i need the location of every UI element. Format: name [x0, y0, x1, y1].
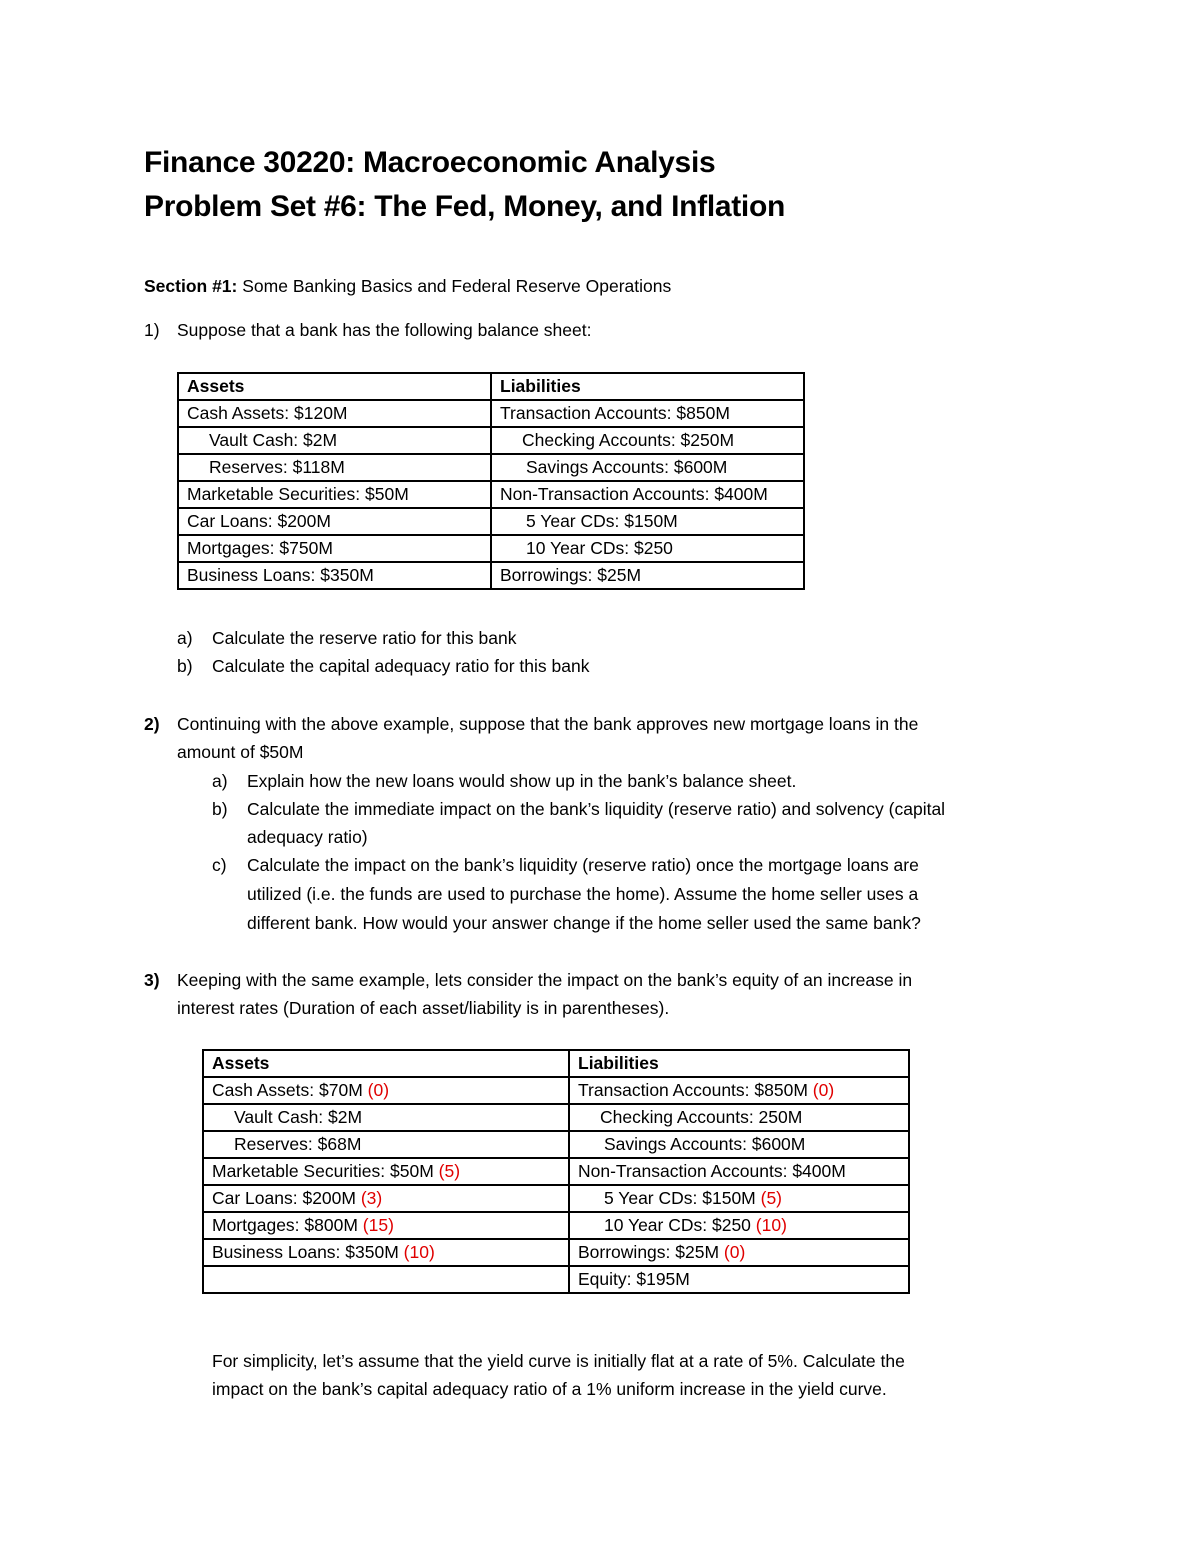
table-row — [203, 1239, 909, 1266]
table-cell: Non-Transaction Accounts: $400M — [491, 481, 804, 508]
table-cell — [203, 1104, 569, 1131]
q2-text-line2: amount of $50M — [177, 742, 304, 762]
problem-set-title: Problem Set #6: The Fed, Money, and Inflation — [144, 190, 786, 223]
table-cell-empty — [203, 1266, 569, 1293]
table-row — [203, 1158, 909, 1185]
q1a-label: a) — [177, 628, 193, 648]
cell-text: 10 Year CDs: $250 — [604, 1215, 756, 1235]
course-title: Finance 30220: Macroeconomic Analysis — [144, 146, 716, 179]
cell-text: Business Loans: $350M — [212, 1242, 404, 1262]
table-cell — [203, 1158, 569, 1185]
cell-text: Car Loans: $200M — [212, 1188, 361, 1208]
table-header-row — [178, 373, 804, 400]
table-cell — [569, 1185, 909, 1212]
cell-text: Borrowings: $25M — [578, 1242, 724, 1262]
table-cell: Savings Accounts: $600M — [491, 454, 804, 481]
cell-text: Mortgages: $800M — [212, 1215, 363, 1235]
table-cell: 5 Year CDs: $150M — [491, 508, 804, 535]
table-row — [203, 1185, 909, 1212]
table-row — [203, 1104, 909, 1131]
cell-text: Marketable Securities: $50M — [212, 1161, 439, 1181]
q3-text-line1: Keeping with the same example, lets consider the impact on the bank’s equity of an increase in — [177, 970, 913, 990]
cell-text: Checking Accounts: 250M — [600, 1107, 803, 1127]
balance-sheet-table-1 — [177, 372, 805, 590]
duration-value: (5) — [760, 1188, 783, 1208]
table-cell — [569, 1077, 909, 1104]
assets-header: Assets — [178, 373, 491, 400]
table-cell: Car Loans: $200M — [178, 508, 491, 535]
cell-text: Vault Cash: $2M — [234, 1107, 363, 1127]
table-row — [178, 508, 804, 535]
assets-header: Assets — [203, 1050, 569, 1077]
q3-number: 3) — [144, 970, 160, 990]
table-cell — [203, 1239, 569, 1266]
cell-text: Reserves: $68M — [234, 1134, 362, 1154]
liabilities-header: Liabilities — [491, 373, 804, 400]
duration-value: (0) — [812, 1080, 835, 1100]
table-row — [178, 535, 804, 562]
cell-text: Transaction Accounts: $850M — [578, 1080, 813, 1100]
q1b-label: b) — [177, 656, 193, 676]
liabilities-header: Liabilities — [569, 1050, 909, 1077]
table-row — [178, 454, 804, 481]
q1-number: 1) — [144, 320, 160, 340]
table-cell — [569, 1104, 909, 1131]
table-row — [203, 1131, 909, 1158]
q2c-label: c) — [212, 855, 227, 875]
table-row — [203, 1266, 909, 1293]
q1a-text: Calculate the reserve ratio for this bank — [212, 628, 517, 648]
table-cell: Vault Cash: $2M — [178, 427, 491, 454]
cell-text: Savings Accounts: $600M — [604, 1134, 806, 1154]
duration-value: (0) — [723, 1242, 746, 1262]
q2-text-line1: Continuing with the above example, suppose that the bank approves new mortgage loans in the — [177, 714, 919, 734]
table-cell: Business Loans: $350M — [178, 562, 491, 589]
table-row — [178, 400, 804, 427]
table-cell — [569, 1212, 909, 1239]
table-cell — [569, 1266, 909, 1293]
q2b-text-line2: adequacy ratio) — [247, 827, 368, 847]
q2a-label: a) — [212, 771, 228, 791]
cell-text: Equity: $195M — [578, 1269, 690, 1289]
table-cell — [569, 1158, 909, 1185]
table-cell: Reserves: $118M — [178, 454, 491, 481]
duration-value: (10) — [755, 1215, 787, 1235]
q3-follow-line2: impact on the bank’s capital adequacy ratio of a 1% uniform increase in the yield curve. — [212, 1379, 887, 1399]
q3-text-line2: interest rates (Duration of each asset/liability is in parentheses). — [177, 998, 670, 1018]
table-cell: Checking Accounts: $250M — [491, 427, 804, 454]
table-cell: 10 Year CDs: $250 — [491, 535, 804, 562]
q2b-text-line1: Calculate the immediate impact on the bank’s liquidity (reserve ratio) and solvency (capital — [247, 799, 946, 819]
table-cell: Mortgages: $750M — [178, 535, 491, 562]
duration-value: (3) — [360, 1188, 383, 1208]
section-heading — [144, 274, 671, 298]
q2-number: 2) — [144, 714, 160, 734]
duration-value: (15) — [362, 1215, 394, 1235]
table-row — [178, 427, 804, 454]
table-header-row — [203, 1050, 909, 1077]
table-cell — [203, 1185, 569, 1212]
table-cell — [569, 1131, 909, 1158]
section-text: Some Banking Basics and Federal Reserve Operations — [242, 276, 672, 296]
q3-follow-line1: For simplicity, let’s assume that the yield curve is initially flat at a rate of 5%. Calculate the — [212, 1351, 905, 1371]
duration-value: (10) — [403, 1242, 435, 1262]
cell-text: Non-Transaction Accounts: $400M — [578, 1161, 846, 1181]
section-label: Section #1: — [144, 276, 238, 296]
q2c-text-line2: utilized (i.e. the funds are used to purchase the home). Assume the home seller uses a — [247, 884, 919, 904]
table-cell: Borrowings: $25M — [491, 562, 804, 589]
q2c-text-line1: Calculate the impact on the bank’s liquidity (reserve ratio) once the mortgage loans are — [247, 855, 919, 875]
cell-text: 5 Year CDs: $150M — [604, 1188, 761, 1208]
duration-value: (0) — [367, 1080, 390, 1100]
q2b-label: b) — [212, 799, 228, 819]
q1-text: Suppose that a bank has the following balance sheet: — [177, 320, 592, 340]
balance-sheet-table-2 — [202, 1049, 910, 1294]
q1b-text: Calculate the capital adequacy ratio for this bank — [212, 656, 590, 676]
table-cell — [203, 1131, 569, 1158]
duration-value: (5) — [438, 1161, 461, 1181]
table-row — [178, 481, 804, 508]
table-cell — [569, 1239, 909, 1266]
q2a-text: Explain how the new loans would show up in the bank’s balance sheet. — [247, 771, 797, 791]
table-cell — [203, 1212, 569, 1239]
table-row — [203, 1077, 909, 1104]
q2c-text-line3: different bank. How would your answer change if the home seller used the same bank? — [247, 913, 921, 933]
table-cell: Cash Assets: $120M — [178, 400, 491, 427]
table-cell: Marketable Securities: $50M — [178, 481, 491, 508]
table-cell: Transaction Accounts: $850M — [491, 400, 804, 427]
table-row — [203, 1212, 909, 1239]
table-row — [178, 562, 804, 589]
table-cell — [203, 1077, 569, 1104]
cell-text: Cash Assets: $70M — [212, 1080, 368, 1100]
